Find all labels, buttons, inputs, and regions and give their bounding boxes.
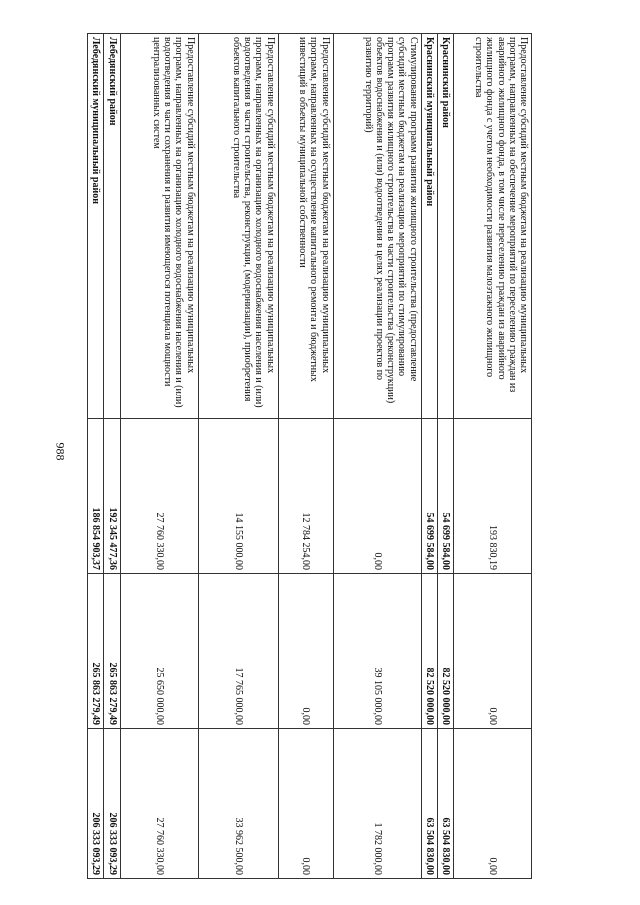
value-col1: 192 345 477,36 (104, 419, 120, 574)
value-col3: 0,00 (278, 729, 333, 879)
value-col3: 63 504 830,00 (437, 729, 453, 879)
table-row (104, 34, 120, 879)
value-col3: 206 333 093,29 (104, 729, 120, 879)
row-description: Предоставление субсидий местным бюджетам на реализацию муниципальных программ, направленных на обеспечение мероприятий по переселению граждан из аварийного жилищного фонда, в том числе переселению граждан из аварийного жилищного фонда с учетом необходимости развития малоэтажного жилищного строительства (454, 34, 532, 419)
value-col3: 63 504 830,00 (421, 729, 437, 879)
table-row (454, 34, 532, 879)
value-col1: 193 830,19 (454, 419, 532, 574)
table-row (278, 34, 333, 879)
value-col3: 206 333 093,29 (88, 729, 104, 879)
row-description: Лебедянский муниципальный район (88, 34, 104, 419)
row-description: Предоставление субсидий местным бюджетам на реализацию муниципальных программ, направленных на организацию холодного водоснабжения населения и (или) водоотведения в части строительства, реконструкции, (модернизации), приобретения объектов капитального строительства (198, 34, 278, 419)
table-row (88, 34, 104, 879)
table-container (92, 33, 532, 878)
row-description: Стимулирование программ развития жилищного строительства (предоставление субсидий местным бюджетам на реализацию мероприятий по стимулированию программ развития жилищного строительства в части строительства (реконструкции) объектов водоснабжения и (или) водоотведения в целях реализации проектов по развитию территорий) (333, 34, 421, 419)
row-description: Предоставление субсидий местным бюджетам на реализацию муниципальных программ, направленных на осуществление капитального ремонта и бюджетных инвестиций в объекты муниципальной собственности (278, 34, 333, 419)
table-row (437, 34, 453, 879)
value-col3: 1 782 000,00 (333, 729, 421, 879)
value-col1: 186 854 903,37 (88, 419, 104, 574)
value-col2: 39 105 000,00 (333, 574, 421, 729)
value-col2: 265 863 279,49 (104, 574, 120, 729)
rotated-table-area (92, 33, 532, 878)
value-col3: 27 760 330,00 (120, 729, 198, 879)
budget-table (87, 33, 532, 879)
value-col2: 17 765 000,00 (198, 574, 278, 729)
row-description: Лебедянский район (104, 34, 120, 419)
value-col2: 0,00 (454, 574, 532, 729)
table-row (120, 34, 198, 879)
table-row (333, 34, 421, 879)
value-col1: 54 699 584,00 (437, 419, 453, 574)
value-col3: 33 962 500,00 (198, 729, 278, 879)
value-col2: 265 863 279,49 (88, 574, 104, 729)
value-col2: 82 520 000,00 (421, 574, 437, 729)
table-row (421, 34, 437, 879)
row-description: Предоставление субсидий местным бюджетам на реализацию муниципальных программ, направленных на организацию холодного водоснабжения населения и (или) водоотведения в части сохранения и развития имеющегося потенциала мощности централизованных систем (120, 34, 198, 419)
value-col2: 82 520 000,00 (437, 574, 453, 729)
value-col3: 0,00 (454, 729, 532, 879)
value-col1: 14 155 000,00 (198, 419, 278, 574)
value-col2: 25 650 000,00 (120, 574, 198, 729)
table-row (198, 34, 278, 879)
row-description: Краснинский район (437, 34, 453, 419)
value-col1: 12 784 254,00 (278, 419, 333, 574)
page-number: 988 (53, 442, 68, 461)
value-col2: 0,00 (278, 574, 333, 729)
value-col1: 54 699 584,00 (421, 419, 437, 574)
value-col1: 27 760 330,00 (120, 419, 198, 574)
row-description: Краснинский муниципальный район (421, 34, 437, 419)
value-col1: 0,00 (333, 419, 421, 574)
